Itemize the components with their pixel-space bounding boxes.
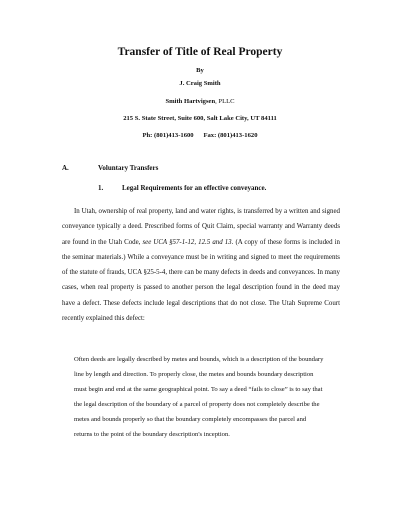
block-quote bbox=[74, 352, 324, 442]
byline-by: By bbox=[196, 67, 204, 74]
contact-phone-fax: Ph: (801)413-1600 Fax: (801)413-1620 bbox=[142, 132, 258, 139]
subsection-label: 1. bbox=[98, 184, 104, 192]
firm-address: 215 S. State Street, Suite 600, Salt Lake City, UT 84111 bbox=[123, 115, 277, 122]
section-title: Voluntary Transfers bbox=[98, 164, 159, 172]
author-name: J. Craig Smith bbox=[179, 80, 221, 87]
section-label: A. bbox=[62, 164, 69, 172]
document-title: Transfer of Title of Real Property bbox=[117, 46, 283, 58]
subsection-title: Legal Requirements for an effective conveyance. bbox=[122, 184, 267, 192]
statute-citation: see UCA §57-1-12, 12.5 and 13. bbox=[142, 238, 234, 246]
paragraph-1-text-b: (A copy of these forms is included in the seminar materials.) While a conveyance must be in writing and signed to meet the requirements of the statute of frauds, UCA §25-5-4, there can be many defects in deeds and conveyances. In many cases, when real property is passed to another person the legal description found in the deed may have a defect. These defects include legal descriptions that do not close. The Utah Supreme Court recently explained this defect: bbox=[62, 238, 341, 323]
paragraph-1 bbox=[62, 204, 340, 326]
block-quote-text: Often deeds are legally described by metes and bounds, which is a description of the boundary line by length and direction. To properly close, the metes and bounds boundary description must begin and end at the same geographical point. To say a deed “fails to close” is to say that the legal description of the boundary of a parcel of property does not completely describe the metes and bounds properly so that the boundary completely encompasses the parcel and returns to the point of the boundary description's inception. bbox=[74, 356, 324, 438]
body-paragraph bbox=[62, 204, 340, 326]
firm-name-main: Smith Hartvigsen bbox=[165, 98, 216, 105]
firm-name-suffix: , PLLC bbox=[215, 98, 235, 105]
paragraph-1-text-a: In Utah, ownership of real property, land and water rights, is transferred by a written and signed conveyance typically a deed. Prescribed forms of Quit Claim, special warranty and Warranty deeds are found in the Utah Code, bbox=[62, 208, 340, 246]
firm-name bbox=[0, 98, 400, 105]
